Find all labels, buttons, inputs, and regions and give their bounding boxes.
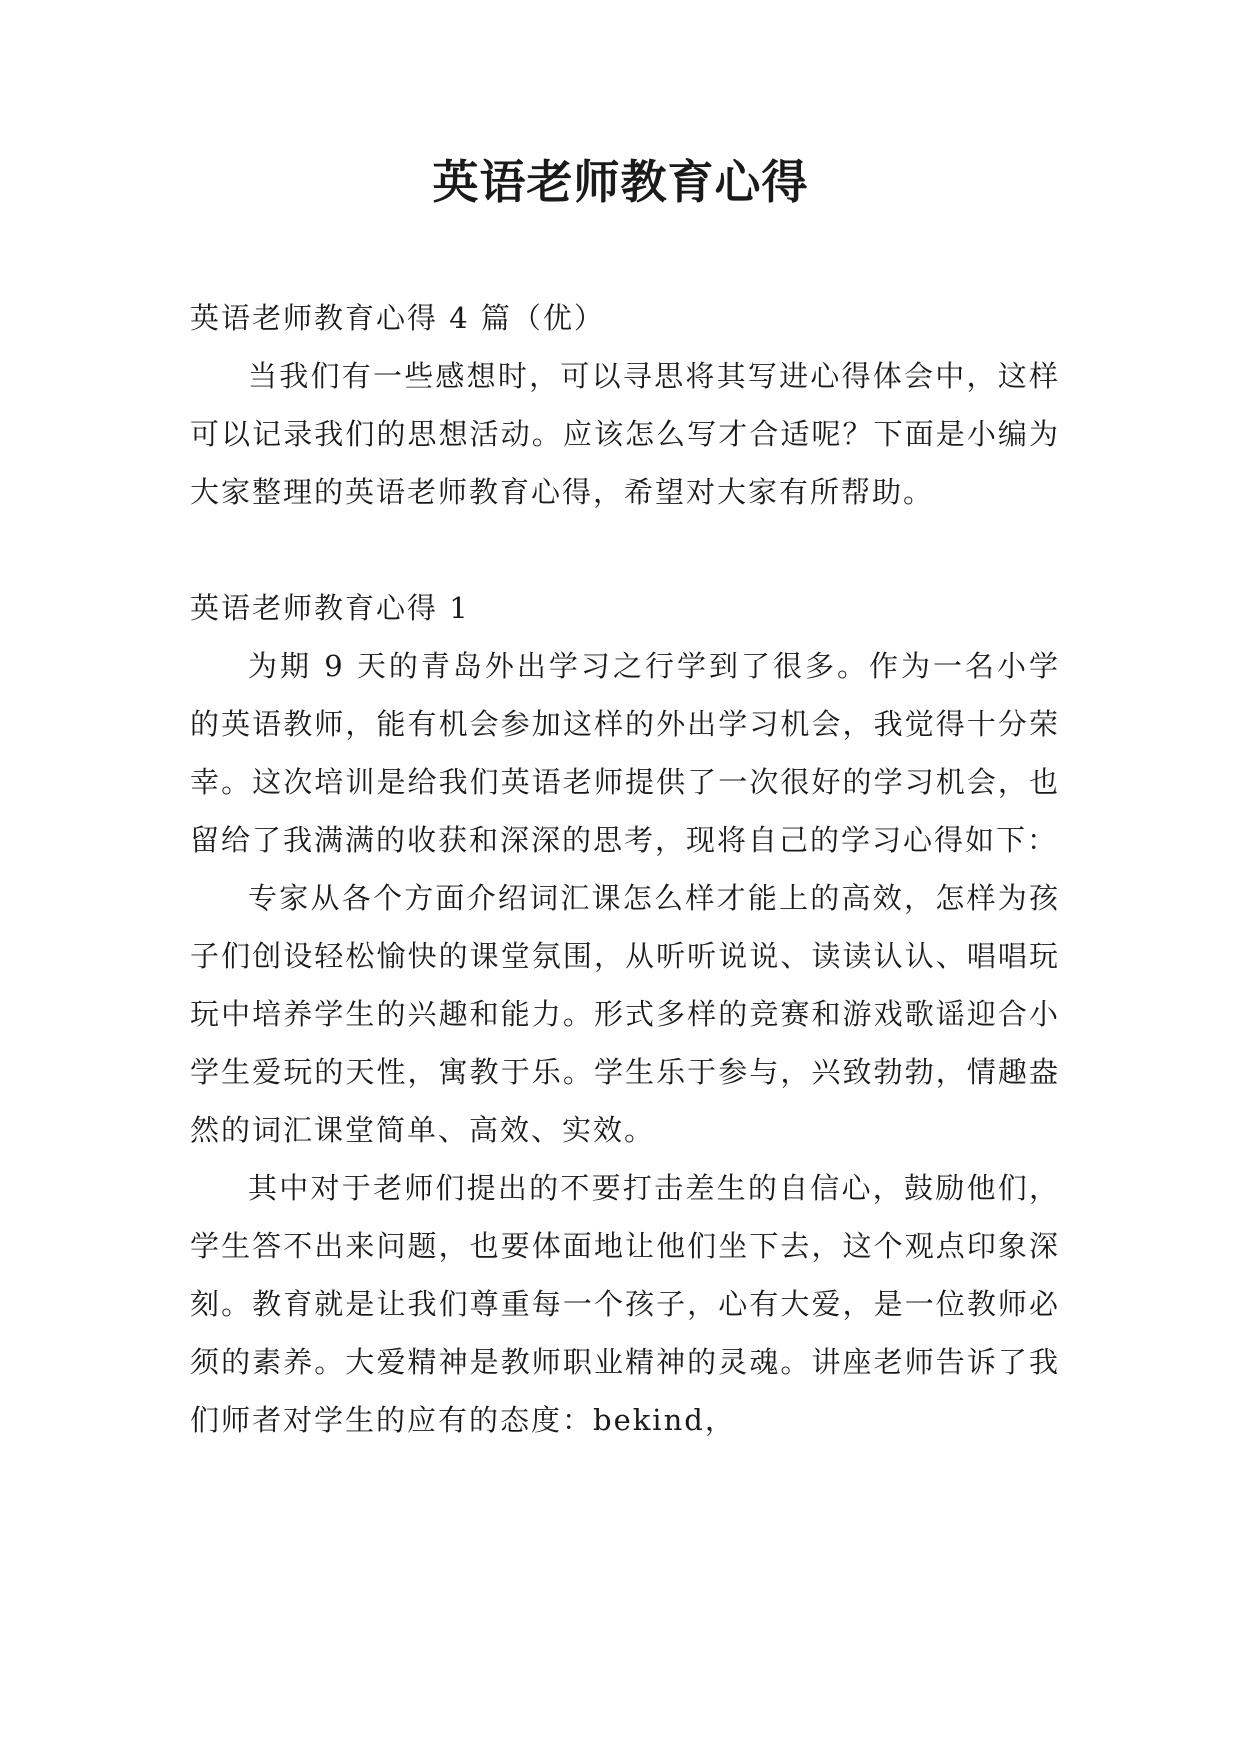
body-paragraph-3: 其中对于老师们提出的不要打击差生的自信心，鼓励他们，学生答不出来问题，也要体面地让他们坐下去，这个观点印象深刻。教育就是让我们尊重每一个孩子，心有大爱，是一位教师必须的素养。大爱精神是教师职业精神的灵魂。讲座老师告诉了我们师者对学生的应有的态度：bekind， <box>190 1171 1060 1437</box>
section-heading: 英语老师教育心得 1 <box>190 591 470 625</box>
body-paragraph-1: 为期 9 天的青岛外出学习之行学到了很多。作为一名小学的英语教师，能有机会参加这样的外出学习机会，我觉得十分荣幸。这次培训是给我们英语老师提供了一次很好的学习机会，也留给了我满满的收获和深深的思考，现将自己的学习心得如下： <box>190 649 1060 857</box>
intro-paragraph: 当我们有一些感想时，可以寻思将其写进心得体会中，这样可以记录我们的思想活动。应该怎么写才合适呢？下面是小编为大家整理的英语老师教育心得，希望对大家有所帮助。 <box>190 359 1060 509</box>
document-subtitle: 英语老师教育心得 4 篇（优） <box>190 301 605 335</box>
document-title: 英语老师教育心得 <box>432 155 809 209</box>
body-paragraph-2: 专家从各个方面介绍词汇课怎么样才能上的高效，怎样为孩子们创设轻松愉快的课堂氛围，从听听说说、读读认认、唱唱玩玩中培养学生的兴趣和能力。形式多样的竞赛和游戏歌谣迎合小学生爱玩的天性，寓教于乐。学生乐于参与，兴致勃勃，情趣盎然的词汇课堂简单、高效、实效。 <box>190 881 1060 1147</box>
section-spacer <box>190 521 1060 579</box>
document-body <box>190 289 1060 1449</box>
